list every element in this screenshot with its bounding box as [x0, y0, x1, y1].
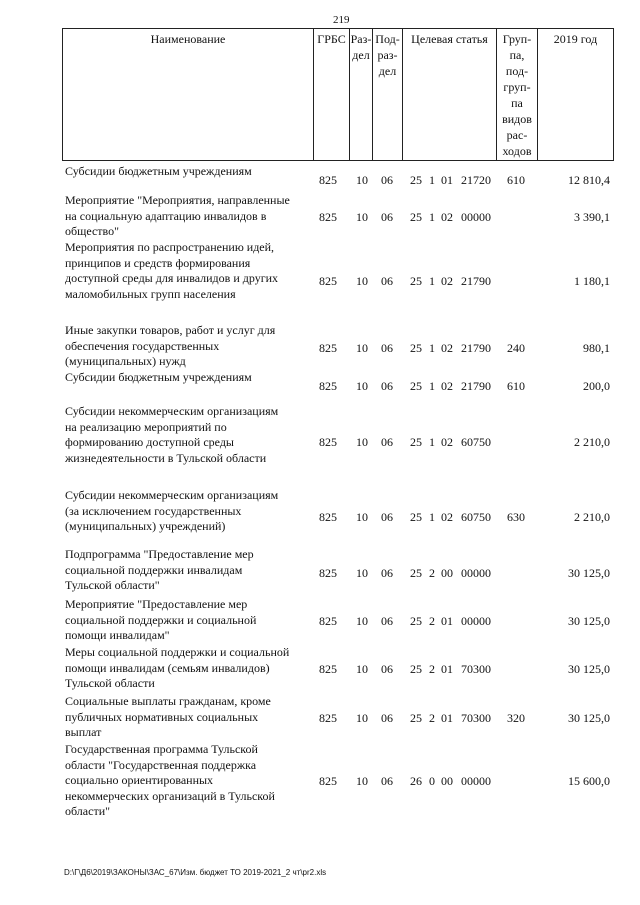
row-target-3: 00: [441, 774, 453, 788]
row-amount: 980,1: [583, 341, 610, 355]
row-podrazdel: 06: [381, 774, 393, 788]
row-group: 630: [507, 510, 525, 524]
row-podrazdel: 06: [381, 711, 393, 725]
row-razdel: 10: [356, 510, 368, 524]
row-target-4: 70300: [461, 711, 491, 725]
row-group: 610: [507, 173, 525, 187]
row-name: Субсидии бюджетным учреждениям: [65, 370, 252, 384]
header-target: Целевая статья: [403, 29, 497, 160]
row-target-1: 25: [410, 274, 422, 288]
row-target-1: 25: [410, 210, 422, 224]
row-razdel: 10: [356, 435, 368, 449]
row-grbs: 825: [319, 711, 337, 725]
row-target-3: 00: [441, 566, 453, 580]
row-target-3: 02: [441, 379, 453, 393]
row-amount: 30 125,0: [568, 662, 610, 676]
row-razdel: 10: [356, 662, 368, 676]
row-podrazdel: 06: [381, 173, 393, 187]
row-podrazdel: 06: [381, 510, 393, 524]
row-target-1: 25: [410, 614, 422, 628]
row-target-1: 25: [410, 711, 422, 725]
row-target-4: 21790: [461, 341, 491, 355]
row-grbs: 825: [319, 774, 337, 788]
row-grbs: 825: [319, 173, 337, 187]
row-name: Субсидии бюджетным учреждениям: [65, 164, 252, 178]
row-amount: 200,0: [583, 379, 610, 393]
row-grbs: 825: [319, 614, 337, 628]
row-podrazdel: 06: [381, 379, 393, 393]
row-target-1: 25: [410, 566, 422, 580]
row-target-2: 1: [429, 173, 435, 187]
row-target-4: 70300: [461, 662, 491, 676]
row-grbs: 825: [319, 662, 337, 676]
row-grbs: 825: [319, 210, 337, 224]
row-razdel: 10: [356, 210, 368, 224]
row-target-3: 02: [441, 341, 453, 355]
row-razdel: 10: [356, 274, 368, 288]
header-grbs: ГРБС: [314, 29, 350, 160]
row-target-4: 60750: [461, 435, 491, 449]
row-target-3: 01: [441, 711, 453, 725]
row-name: Субсидии некоммерческим организациям на реализацию мероприятий по формированию доступной среды жизнедеятельности в Тульской области: [65, 404, 279, 465]
page-number: 219: [333, 14, 350, 26]
row-name: Субсидии некоммерческим организациям (за исключением государственных (муниципальных) учреждений): [65, 488, 279, 533]
row-target-2: 0: [429, 774, 435, 788]
row-razdel: 10: [356, 774, 368, 788]
header-year: 2019 год: [553, 32, 598, 46]
row-podrazdel: 06: [381, 274, 393, 288]
row-group: 320: [507, 711, 525, 725]
row-target-4: 21790: [461, 274, 491, 288]
header-name: Наименование: [63, 29, 314, 160]
row-target-1: 25: [410, 379, 422, 393]
row-target-3: 01: [441, 614, 453, 628]
row-target-4: 00000: [461, 210, 491, 224]
row-target-2: 1: [429, 379, 435, 393]
row-razdel: 10: [356, 566, 368, 580]
file-path-footer: D:\Г\Д6\2019\ЗАКОНЫ\ЗАС_67\Изм. бюджет ТО 2019-2021_2 чт\pr2.xls: [64, 868, 327, 877]
row-name: Подпрограмма "Предоставление мер социальной поддержки инвалидам Тульской области": [65, 547, 254, 592]
row-name: Меры социальной поддержки и социальной помощи инвалидам (семьям инвалидов) Тульской области: [65, 645, 290, 690]
row-target-1: 25: [410, 510, 422, 524]
row-podrazdel: 06: [381, 341, 393, 355]
row-target-3: 02: [441, 510, 453, 524]
row-target-2: 2: [429, 711, 435, 725]
row-podrazdel: 06: [381, 662, 393, 676]
row-name: Мероприятие "Мероприятия, направленные на социальную адаптацию инвалидов в общество": [65, 193, 290, 238]
row-podrazdel: 06: [381, 435, 393, 449]
header-group: Груп- па, под- груп- па видов рас- ходов: [497, 29, 538, 160]
row-grbs: 825: [319, 379, 337, 393]
row-amount: 12 810,4: [568, 173, 610, 187]
row-target-1: 25: [410, 341, 422, 355]
row-target-2: 2: [429, 566, 435, 580]
row-amount: 2 210,0: [574, 435, 610, 449]
row-name: Социальные выплаты гражданам, кроме публичных нормативных социальных выплат: [65, 694, 271, 739]
row-target-3: 02: [441, 435, 453, 449]
row-target-4: 00000: [461, 614, 491, 628]
row-podrazdel: 06: [381, 566, 393, 580]
row-amount: 3 390,1: [574, 210, 610, 224]
row-grbs: 825: [319, 510, 337, 524]
row-amount: 2 210,0: [574, 510, 610, 524]
row-target-4: 21790: [461, 379, 491, 393]
table-header: [62, 28, 614, 161]
row-target-3: 02: [441, 274, 453, 288]
row-target-3: 02: [441, 210, 453, 224]
row-group: 240: [507, 341, 525, 355]
row-grbs: 825: [319, 435, 337, 449]
row-razdel: 10: [356, 173, 368, 187]
row-podrazdel: 06: [381, 210, 393, 224]
row-target-2: 1: [429, 510, 435, 524]
row-target-3: 01: [441, 662, 453, 676]
row-group: 610: [507, 379, 525, 393]
row-target-2: 1: [429, 341, 435, 355]
row-razdel: 10: [356, 341, 368, 355]
row-amount: 30 125,0: [568, 711, 610, 725]
row-target-3: 01: [441, 173, 453, 187]
row-razdel: 10: [356, 711, 368, 725]
header-razdel: Раз- дел: [350, 29, 373, 160]
row-razdel: 10: [356, 379, 368, 393]
row-target-4: 00000: [461, 566, 491, 580]
row-razdel: 10: [356, 614, 368, 628]
row-target-4: 60750: [461, 510, 491, 524]
row-target-4: 00000: [461, 774, 491, 788]
row-target-1: 25: [410, 173, 422, 187]
row-grbs: 825: [319, 341, 337, 355]
row-amount: 30 125,0: [568, 566, 610, 580]
row-amount: 15 600,0: [568, 774, 610, 788]
row-target-2: 2: [429, 614, 435, 628]
row-podrazdel: 06: [381, 614, 393, 628]
row-name: Государственная программа Тульской области "Государственная поддержка социально ориентированных некоммерческих организаций в Тульской области": [65, 742, 275, 818]
row-name: Мероприятие "Предоставление мер социальной поддержки и социальной помощи инвалидам": [65, 597, 257, 642]
row-target-1: 26: [410, 774, 422, 788]
row-target-1: 25: [410, 435, 422, 449]
row-target-2: 1: [429, 210, 435, 224]
row-grbs: 825: [319, 566, 337, 580]
row-name: Иные закупки товаров, работ и услуг для обеспечения государственных (муниципальных) нужд: [65, 323, 276, 368]
row-grbs: 825: [319, 274, 337, 288]
row-target-4: 21720: [461, 173, 491, 187]
row-amount: 1 180,1: [574, 274, 610, 288]
row-name: Мероприятия по распространению идей, принципов и средств формирования доступной среды для инвалидов и других маломобильных групп населения: [65, 240, 279, 301]
row-target-2: 1: [429, 435, 435, 449]
row-amount: 30 125,0: [568, 614, 610, 628]
row-target-2: 2: [429, 662, 435, 676]
row-target-1: 25: [410, 662, 422, 676]
row-target-2: 1: [429, 274, 435, 288]
header-podrazdel: Под- раз- дел: [373, 29, 403, 160]
